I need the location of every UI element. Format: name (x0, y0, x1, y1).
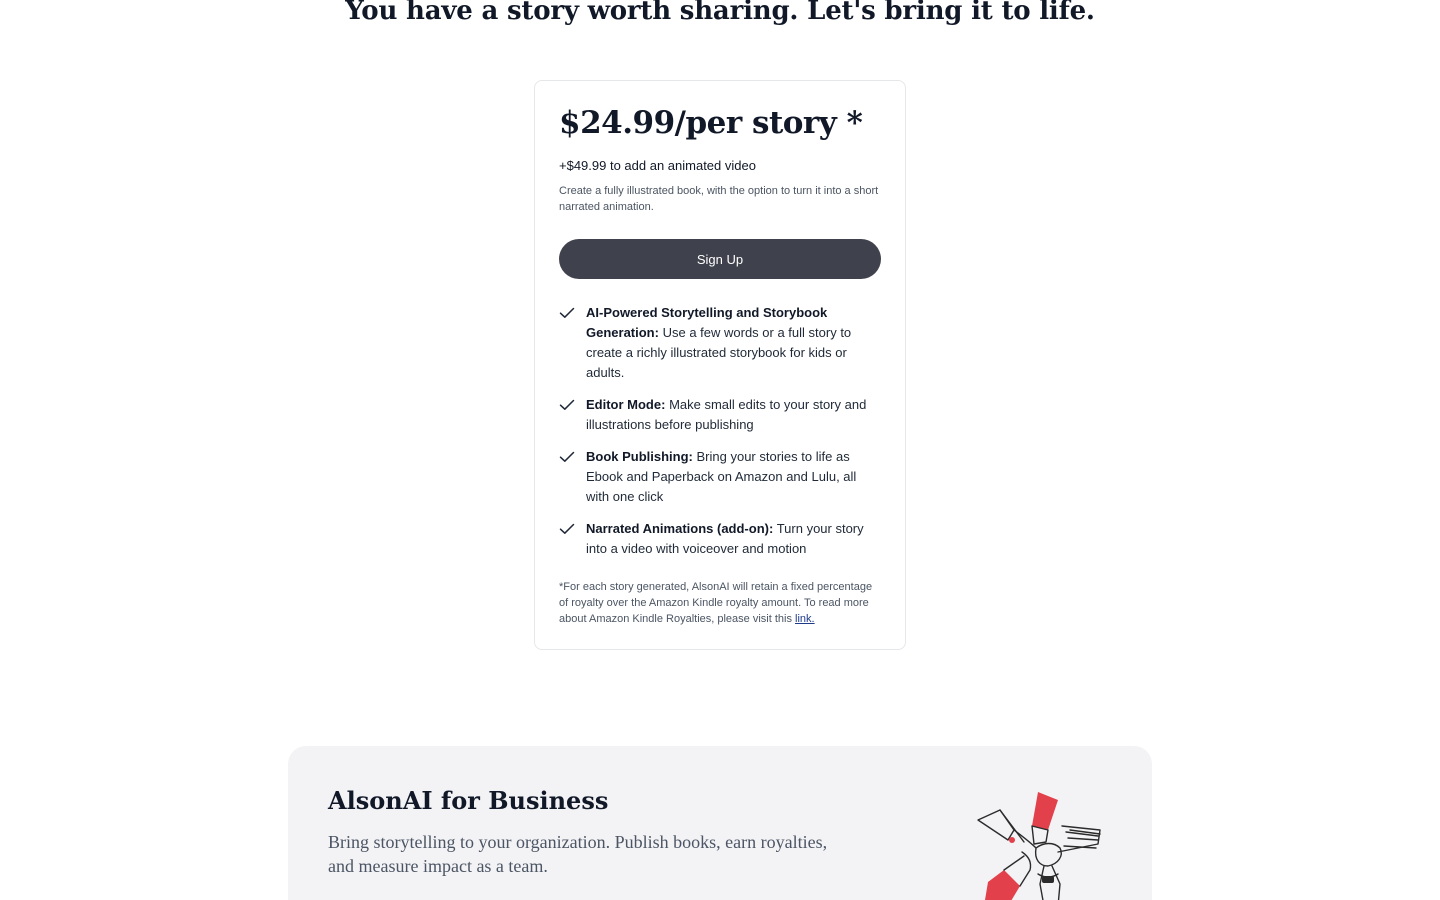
pricing-card (534, 80, 906, 650)
feature-text (586, 395, 881, 435)
feature-text (586, 519, 881, 559)
business-section (288, 746, 1152, 900)
feature-list (559, 303, 881, 559)
feature-title: Book Publishing: (586, 449, 693, 464)
check-icon (559, 519, 576, 539)
feature-item (559, 303, 881, 383)
team-hands-illustration (974, 786, 1114, 900)
feature-item (559, 447, 881, 507)
addon-price: +$49.99 to add an animated video (559, 158, 756, 173)
feature-description: Turn your story into a video with voiceover and motion (586, 521, 864, 556)
hero-headline: You have a story worth sharing. Let's bring it to life. (345, 0, 1095, 26)
check-icon (559, 395, 576, 415)
feature-title: Editor Mode: (586, 397, 666, 412)
feature-text (586, 447, 881, 507)
business-description: Bring storytelling to your organization. Publish books, earn royalties, and measure impact as a team. (328, 832, 828, 876)
feature-title: Narrated Animations (add-on): (586, 521, 774, 536)
price: $24.99/per story * (559, 105, 863, 141)
feature-title: AI-Powered Storytelling and Storybook Generation: (586, 305, 828, 340)
check-icon (559, 447, 576, 467)
royalty-link[interactable]: link. (795, 613, 815, 625)
feature-description: Use a few words or a full story to create a richly illustrated storybook for kids or adults. (586, 325, 852, 380)
business-title: AlsonAI for Business (328, 786, 609, 815)
footnote-text: *For each story generated, AlsonAI will retain a fixed percentage of royalty over the Amazon Kindle royalty amount. To read more about Amazon Kindle Royalties, please visit this (559, 581, 873, 625)
sign-up-button[interactable]: Sign Up (559, 239, 881, 279)
feature-item (559, 395, 881, 435)
feature-description: Make small edits to your story and illustrations before publishing (586, 397, 867, 432)
feature-text (586, 303, 881, 383)
check-icon (559, 303, 576, 323)
feature-description: Bring your stories to life as Ebook and Paperback on Amazon and Lulu, all with one click (586, 449, 857, 504)
plan-description: Create a fully illustrated book, with the option to turn it into a short narrated animation. (559, 185, 879, 213)
royalty-footnote (559, 579, 881, 627)
feature-item (559, 519, 881, 559)
